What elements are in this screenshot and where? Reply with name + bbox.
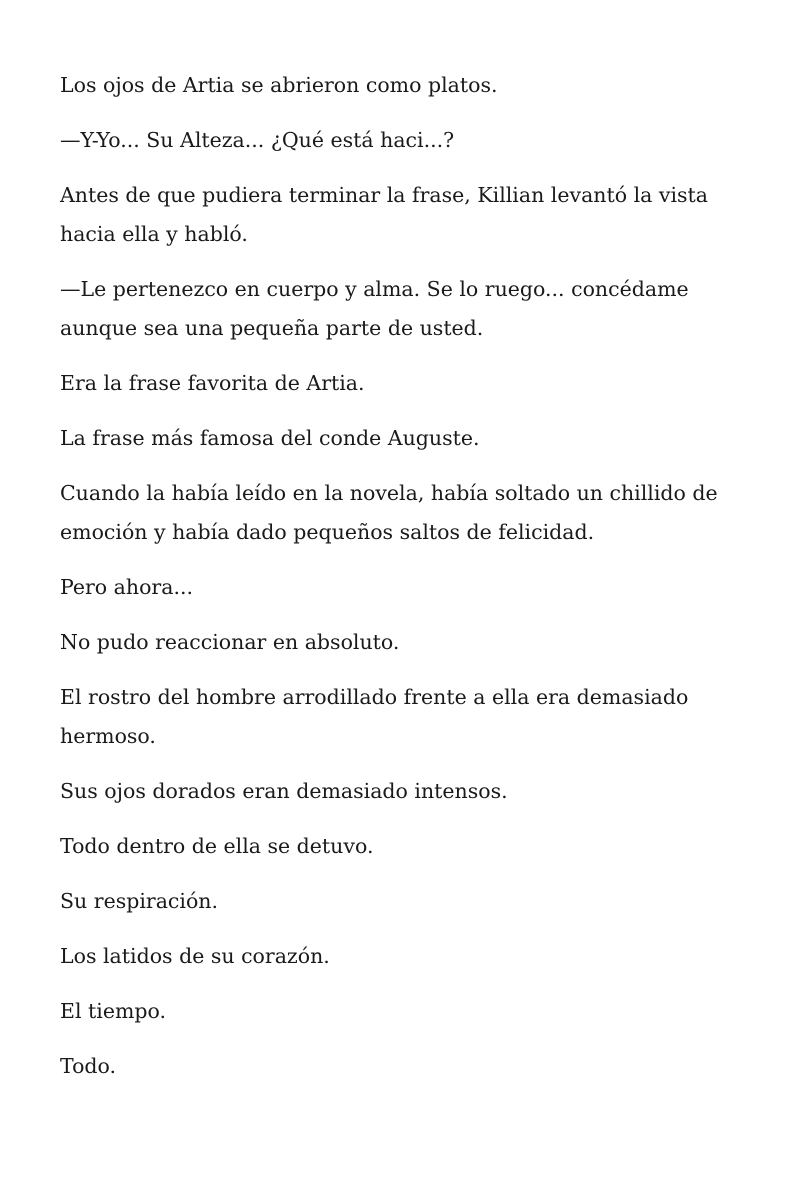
paragraph: Cuando la había leído en la novela, había soltado un chillido de emoción y había dado pequeños saltos de felicidad.	[60, 481, 718, 544]
paragraph: El rostro del hombre arrodillado frente a ella era demasiado hermoso.	[60, 685, 689, 748]
paragraph: Era la frase favorita de Artia.	[60, 371, 365, 395]
paragraph: Los ojos de Artia se abrieron como platos.	[60, 73, 498, 97]
paragraph: Sus ojos dorados eran demasiado intensos.	[60, 779, 508, 803]
paragraph: —Y-Yo... Su Alteza... ¿Qué está haci...?	[60, 128, 455, 152]
paragraph: La frase más famosa del conde Auguste.	[60, 426, 480, 450]
paragraph: —Le pertenezco en cuerpo y alma. Se lo ruego... concédame aunque sea una pequeña parte de usted.	[60, 277, 689, 340]
paragraph: Todo.	[60, 1054, 117, 1078]
paragraph: Todo dentro de ella se detuvo.	[60, 834, 374, 858]
paragraph: El tiempo.	[60, 999, 167, 1023]
paragraph: Su respiración.	[60, 889, 219, 913]
paragraph: Pero ahora...	[60, 575, 193, 599]
paragraph: Los latidos de su corazón.	[60, 944, 330, 968]
reading-page	[60, 66, 750, 1102]
paragraph: Antes de que pudiera terminar la frase, Killian levantó la vista hacia ella y habló.	[60, 183, 709, 246]
paragraph: No pudo reaccionar en absoluto.	[60, 630, 400, 654]
